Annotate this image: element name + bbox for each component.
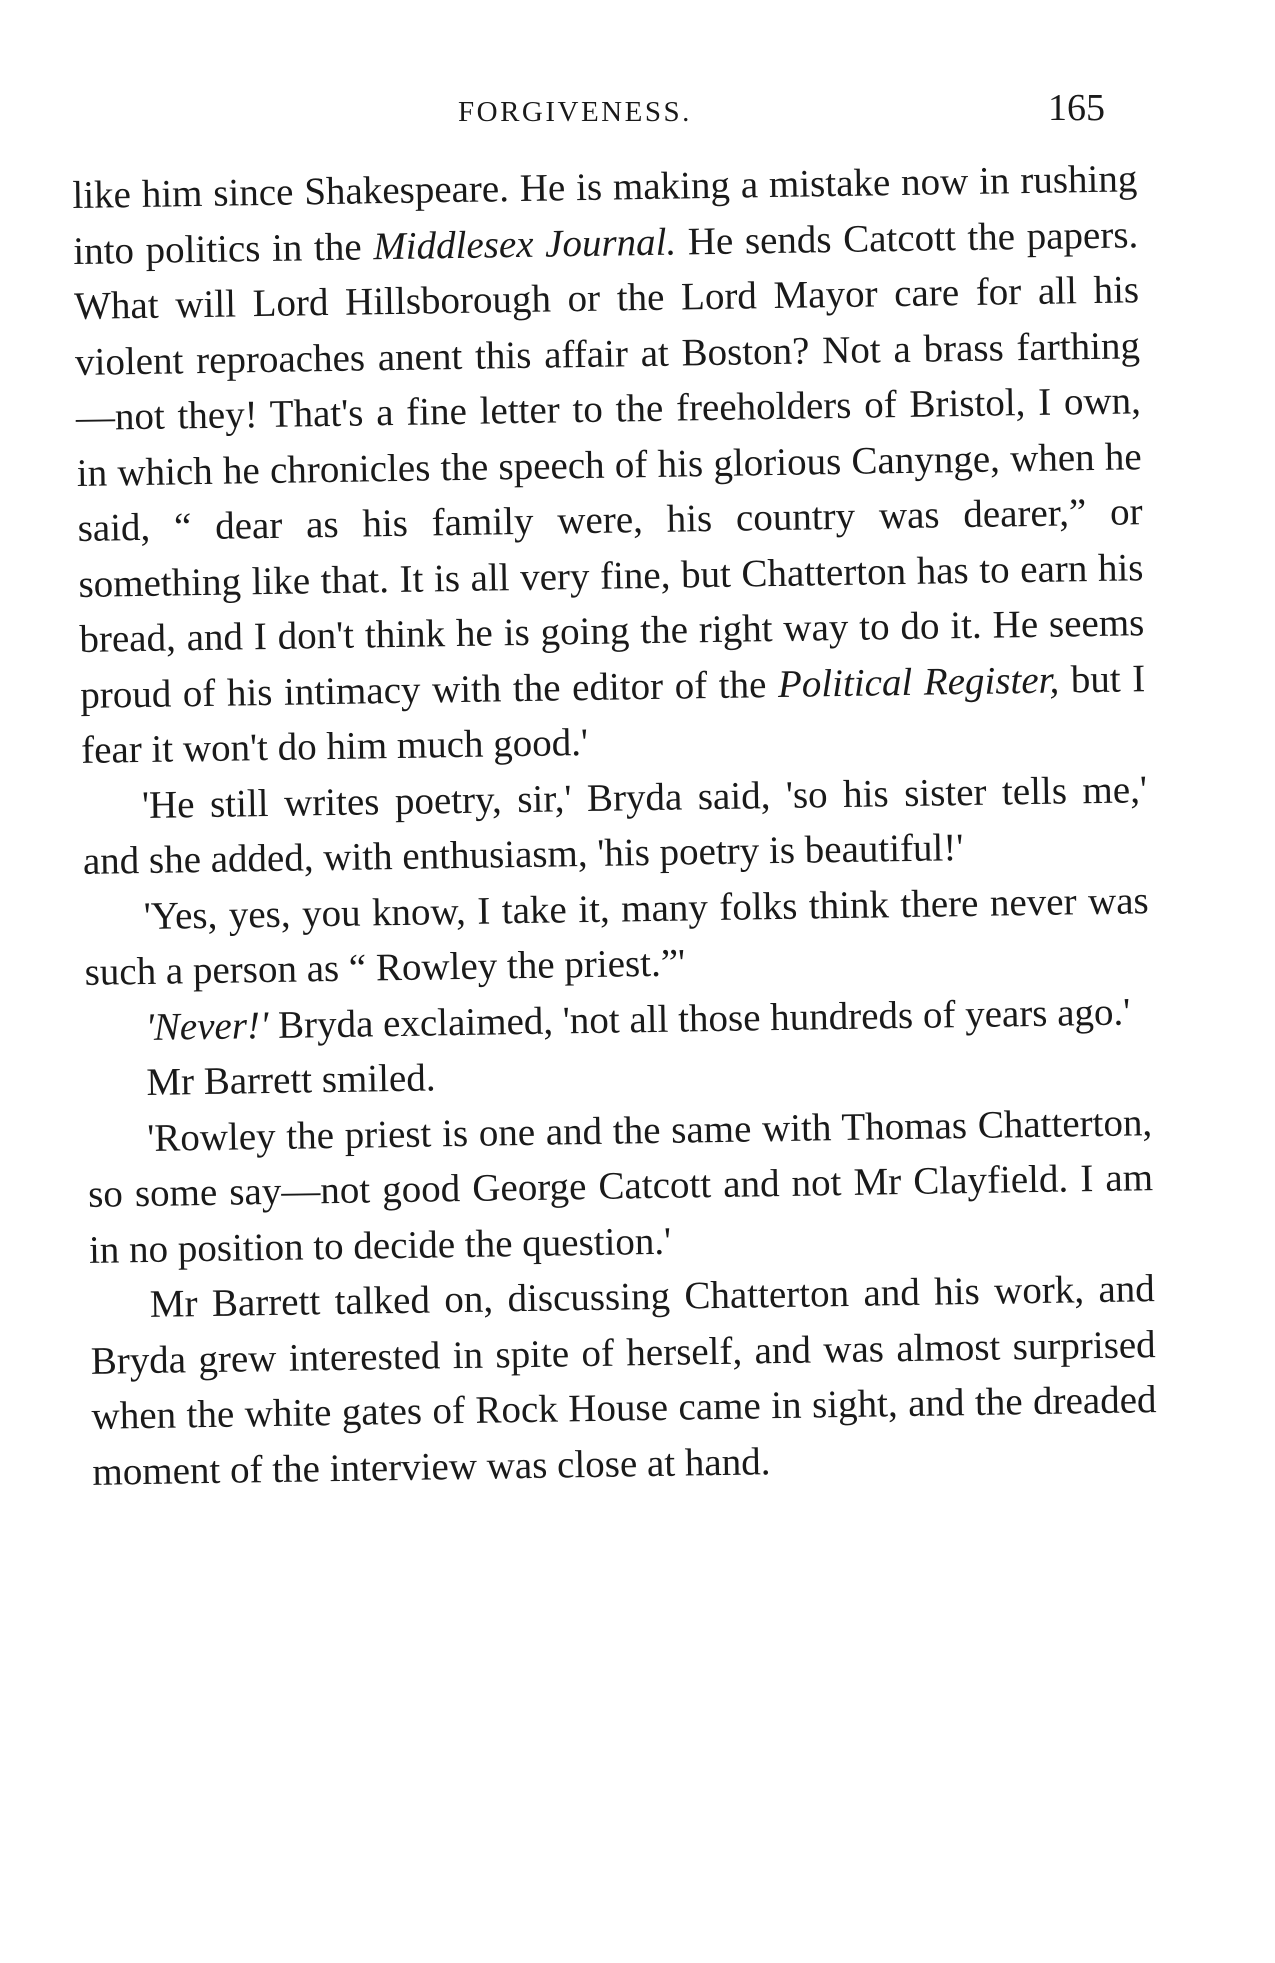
paragraph-1-text-c: but I fear it won't do him much good.' [80, 656, 1146, 772]
paragraph-1-text-b: He sends Catcott the papers. What will Lord Hillsborough or the Lord Mayor care for all his violent reproaches anent this affair at Boston? Not a brass farthing—not they! That's a fine letter to the freeholders of Bristol, I own, in which he chronicles the speech of his glorious Canynge, when he said, “ dear as his family were, his country was dearer,” or something like that. It is all very fine, but Chatterton has to earn his bread, and I don't think he is going the right way to do it. He seems proud of his intimacy with the editor of the [73, 212, 1145, 717]
paragraph-6: 'Rowley the priest is one and the same with Thomas Chatterton, so some say—not good George Catcott and not Mr Clayfield. I am in no position to decide the question.' [87, 1100, 1154, 1272]
body-text [72, 151, 1158, 1500]
page-number: 165 [1048, 87, 1105, 129]
paragraph-1 [72, 151, 1146, 778]
never-exclamation: 'Never!' [145, 1003, 269, 1049]
paragraph-1-text-a: like him since Shakespeare. He is making a mistake now in rushing into politics in the [72, 157, 1138, 273]
paragraph-7: Mr Barrett talked on, discussing Chatterton and his work, and Bryda grew interested in spite of herself, and was almost surprised when the white gates of Rock House came in sight, and the dreaded moment of the interview was close at hand. [90, 1267, 1157, 1494]
running-head: FORGIVENESS. [458, 96, 692, 128]
paragraph-2: 'He still writes poetry, sir,' Bryda said, 'so his sister tells me,' and she added, with enthusiasm, 'his poetry is beautiful!' [82, 767, 1148, 883]
paragraph-3: 'Yes, yes, you know, I take it, many folks think there never was such a person as “ Rowley the priest.”' [84, 878, 1149, 994]
political-register-title: Political Register, [777, 658, 1060, 706]
middlesex-journal-title: Middlesex Journal. [372, 220, 677, 268]
paragraph-5: Mr Barrett smiled. [146, 1056, 436, 1104]
paragraph-4-text: Bryda exclaimed, 'not all those hundreds of years ago.' [267, 989, 1131, 1047]
